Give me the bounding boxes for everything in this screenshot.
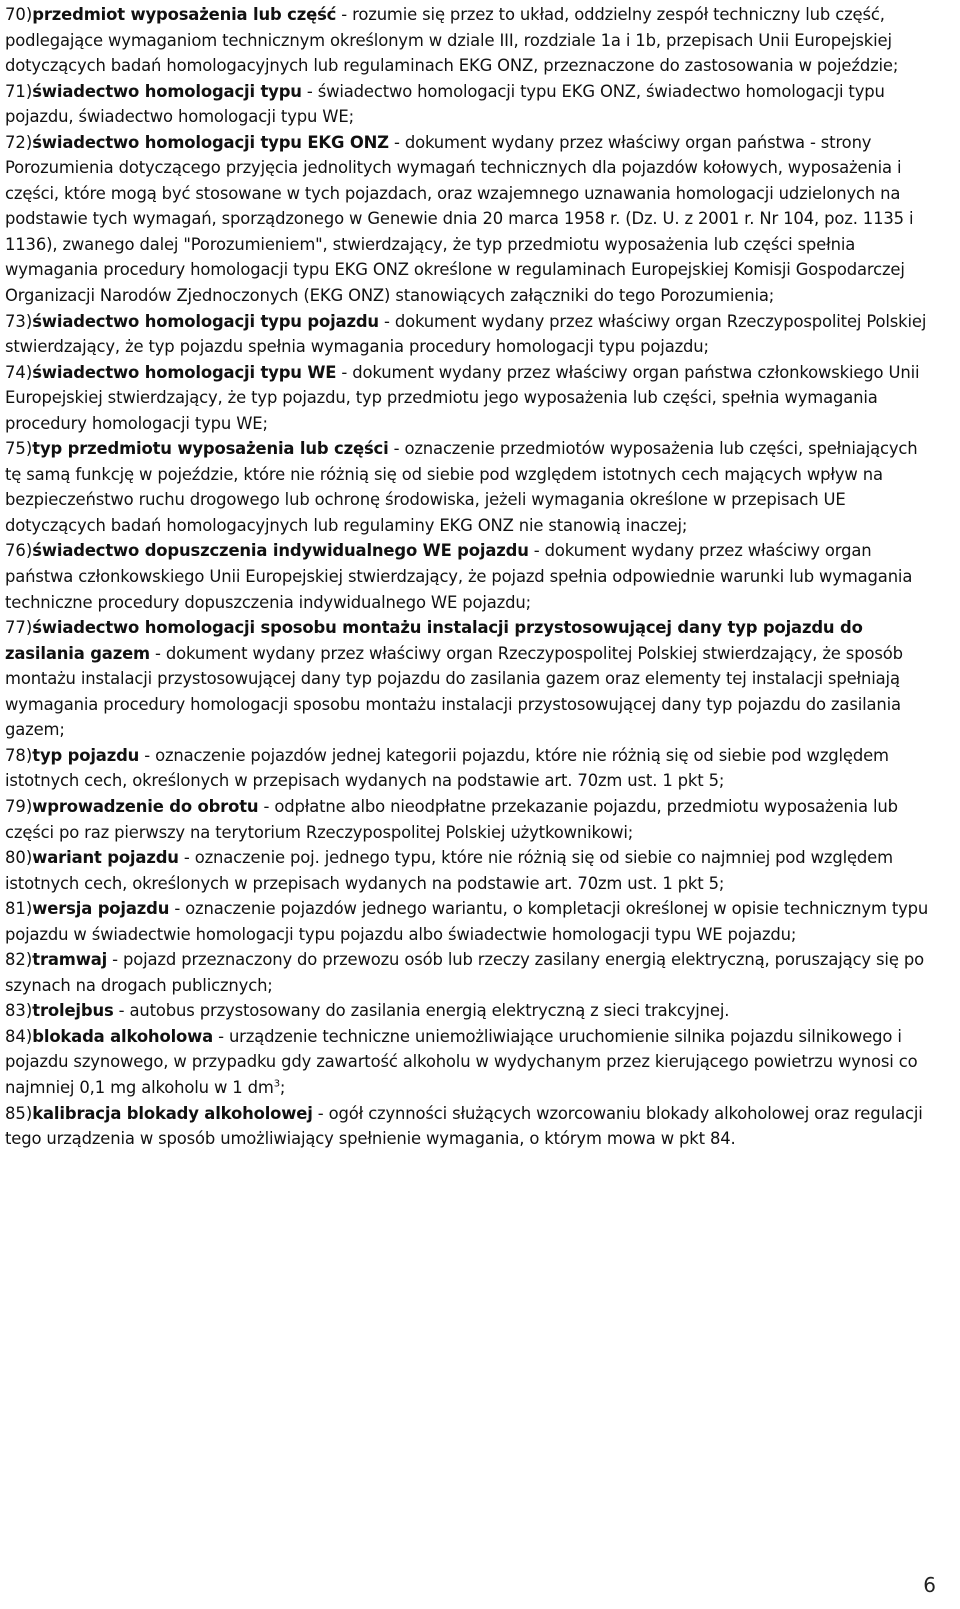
page-number: 6 [923,1573,936,1597]
definition-73 [5,309,938,360]
definition-term: świadectwo homologacji sposobu montażu instalacji przystosowującej dany typ pojazdu do zasilania gazem [5,618,863,663]
definition-term: wprowadzenie do obrotu [32,796,259,816]
definition-text: - dokument wydany przez właściwy organ Rzeczypospolitej Polskiej stwierdzający, że typ pojazdu spełnia wymagania procedury homologacji typu pojazdu; [5,311,927,357]
definition-number: 85) [5,1103,33,1123]
definition-number: 75) [5,439,33,459]
definition-text: - oznaczenie poj. jednego typu, które nie różnią się od siebie co najmniej pod względem istotnych cech, określonych w przepisach wydanych na podstawie art. 70zm ust. 1 pkt 5; [5,848,893,893]
definition-term: świadectwo dopuszczenia indywidualnego WE pojazdu [32,541,529,561]
definition-number: 77) [5,618,33,638]
definition-text: - oznaczenie przedmiotów wyposażenia lub części, spełniających tę samą funkcję w pojeździe, które nie różnią się od siebie pod względem istotnych cech mających wpływ na bezpieczeństwo ruchu drogowego lub ochronę środowiska, jeżeli wymagania określone w przepisach UE dotyczących badań homologacyjnych lub regulaminy EKG ONZ nie stanowią inaczej; [5,439,918,535]
definition-term: blokada alkoholowa [32,1026,214,1046]
definition-term: świadectwo homologacji typu EKG ONZ [32,132,389,152]
definition-80 [5,845,938,896]
definition-text: - oznaczenie pojazdów jednego wariantu, o kompletacji określonej w opisie technicznym typu pojazdu w świadectwie homologacji typu pojazdu albo świadectwie homologacji typu WE pojazdu; [5,899,929,944]
definition-number: 76) [5,541,33,561]
definition-text-tail: ; [279,1077,286,1097]
definition-text: - świadectwo homologacji typu EKG ONZ, świadectwo homologacji typu pojazdu, świadectwo homologacji typu WE; [5,81,885,127]
definition-number: 74) [5,362,33,382]
definition-71 [5,79,938,130]
definition-number: 78) [5,745,33,765]
definition-76 [5,538,938,615]
definition-text: - pojazd przeznaczony do przewozu osób lub rzeczy zasilany energią elektryczną, poruszający się po szynach na drogach publicznych; [5,950,924,995]
definition-text: - odpłatne albo nieodpłatne przekazanie pojazdu, przedmiotu wyposażenia lub części po raz pierwszy na terytorium Rzeczypospolitej Polskiej użytkownikowi; [5,796,898,842]
definition-text: - ogół czynności służących wzorcowaniu blokady alkoholowej oraz regulacji tego urządzenia w sposób umożliwiający spełnienie wymagania, o którym mowa w pkt 84. [5,1103,923,1149]
definition-78 [5,743,938,794]
definition-81 [5,896,938,947]
definition-77 [5,615,938,743]
definition-75 [5,436,938,538]
definition-term: wersja pojazdu [32,899,170,919]
definition-text: - oznaczenie pojazdów jednej kategorii pojazdu, które nie różnią się od siebie pod względem istotnych cech, określonych w przepisach wydanych na podstawie art. 70zm ust. 1 pkt 5; [5,745,889,791]
definition-number: 83) [5,1001,33,1021]
definition-number: 72) [5,132,33,152]
definition-85 [5,1101,938,1152]
definition-number: 82) [5,950,33,970]
definition-term: tramwaj [32,950,108,970]
definition-70 [5,2,938,79]
definition-term: trolejbus [32,1001,114,1021]
definition-term: typ przedmiotu wyposażenia lub części [32,439,389,459]
definition-number: 80) [5,848,33,868]
definition-text: - autobus przystosowany do zasilania energią elektryczną z sieci trakcyjnej. [113,1001,730,1021]
definition-84 [5,1024,938,1101]
definition-text: - dokument wydany przez właściwy organ państwa członkowskiego Unii Europejskiej stwierdzający, że typ pojazdu, typ przedmiotu jego wyposażenia lub części, spełnia wymagania procedury homologacji typu WE; [5,362,920,433]
definition-term: świadectwo homologacji typu [32,81,302,101]
definition-number: 79) [5,796,33,816]
definition-82 [5,947,938,998]
definition-74 [5,360,938,437]
definition-79 [5,794,938,845]
definition-term: typ pojazdu [32,745,140,765]
definition-term: świadectwo homologacji typu pojazdu [32,311,379,331]
definition-83 [5,998,938,1024]
definition-number: 71) [5,81,33,101]
superscript-exponent: 3 [273,1078,280,1090]
definition-text: - urządzenie techniczne uniemożliwiające uruchomienie silnika pojazdu silnikowego i pojazdu szynowego, w przypadku gdy zawartość alkoholu w wydychanym przez kierującego powietrzu wynosi co najmniej 0,1 mg alkoholu w 1 dm [5,1026,918,1097]
definition-term: kalibracja blokady alkoholowej [32,1103,313,1123]
definition-text: - dokument wydany przez właściwy organ państwa - strony Porozumienia dotyczącego przyjęcia jednolitych wymagań technicznych dla pojazdów kołowych, wyposażenia i części, które mogą być stosowane w tych pojazdach, oraz wzajemnego uznawania homologacji udzielonych na podstawie tych wymagań, sporządzonego w Genewie dnia 20 marca 1958 r. (Dz. U. z 2001 r. Nr 104, poz. 1135 i 1136), zwanego dalej "Porozumieniem", stwierdzający, że typ przedmiotu wyposażenia lub części spełnia wymagania procedury homologacji typu EKG ONZ określone w regulaminach Europejskiej Komisji Gospodarczej Organizacji Narodów Zjednoczonych (EKG ONZ) stanowiących załączniki do tego Porozumienia; [5,132,914,306]
definition-term: wariant pojazdu [32,848,179,868]
definition-number: 81) [5,899,33,919]
definition-text: - dokument wydany przez właściwy organ Rzeczypospolitej Polskiej stwierdzający, że sposób montażu instalacji przystosowującej dany typ pojazdu do zasilania gazem oraz elementy tej instalacji spełniają wymagania procedury homologacji sposobu montażu instalacji przystosowującej dany typ pojazdu do zasilania gazem; [5,643,903,740]
definition-number: 73) [5,311,33,331]
definition-term: świadectwo homologacji typu WE [32,362,337,382]
definition-number: 84) [5,1026,33,1046]
definition-term: przedmiot wyposażenia lub część [32,5,337,24]
definition-text: - dokument wydany przez właściwy organ państwa członkowskiego Unii Europejskiej stwierdzający, że pojazd spełnia odpowiednie warunki lub wymagania techniczne procedury dopuszczenia indywidualnego WE pojazdu; [5,541,913,612]
definitions-list [5,2,938,1152]
definition-number: 70) [5,5,33,24]
definition-72 [5,130,938,309]
definition-text: - rozumie się przez to układ, oddzielny zespół techniczny lub część, podlegające wymaganiom technicznym określonym w dziale III, rozdziale 1a i 1b, przepisach Unii Europejskiej dotyczących badań homologacyjnych lub regulaminach EKG ONZ, przeznaczone do zastosowania w pojeździe; [5,5,899,76]
